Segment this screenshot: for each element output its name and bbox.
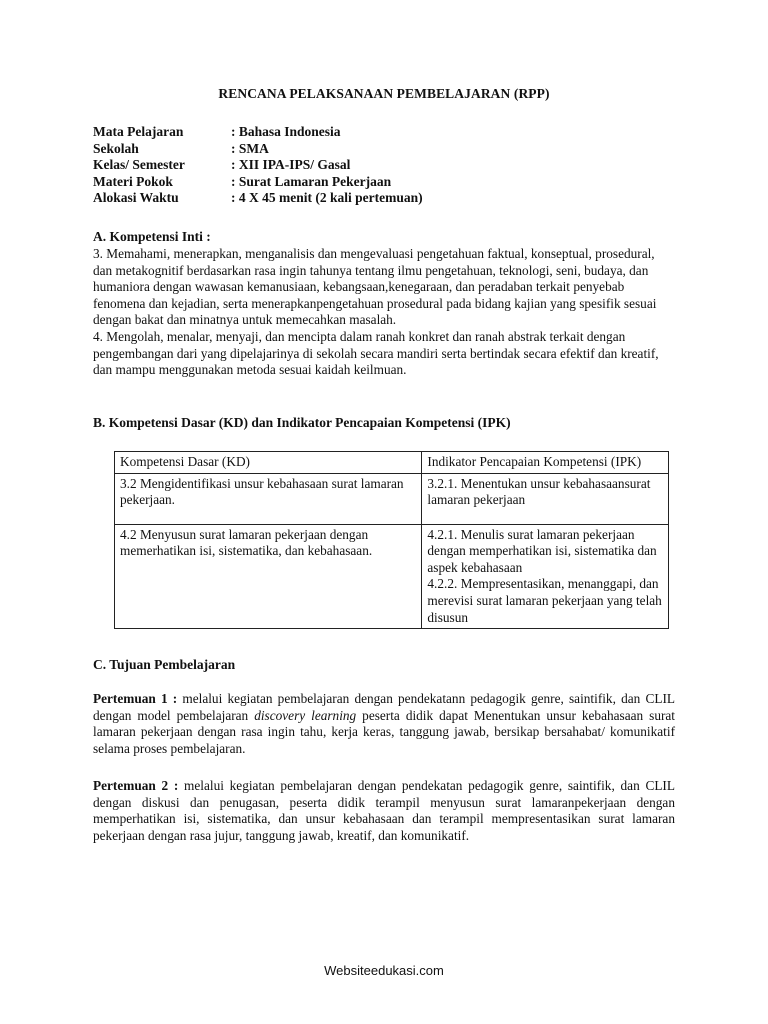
table-header-row <box>115 452 669 474</box>
kd-ipk-table <box>114 451 669 629</box>
meeting-1-model: discovery learning <box>254 707 357 723</box>
document-title: RENCANA PELAKSANAAN PEMBELAJARAN (RPP) <box>218 86 550 101</box>
meta-row-time <box>93 190 423 207</box>
meeting-1-paragraph <box>93 691 675 757</box>
table-header-ipk: Indikator Pencapaian Kompetensi (IPK) <box>422 452 669 474</box>
section-a-heading: A. Kompetensi Inti : <box>93 229 211 244</box>
ki3-paragraph: 3. Memahami, menerapkan, menganalisis dan mengevaluasi pengetahuan faktual, konseptual, prosedural, dan metakognitif berdasarkan rasa ingin tahunya tentang ilmu pengetahuan, teknologi, seni, budaya, dan humaniora dengan wawasan kemanusiaan, kebangsaan,kenegaraan, dan peradaban terkait penyebab fenomena dan kejadian, serta menerapkanpengetahuan prosedural pada bidang kajian yang spesifik sesuai dengan bakat dan minatnya untuk memecahkan masalah. <box>93 246 657 328</box>
meta-label: Alokasi Waktu <box>93 190 179 205</box>
table-cell: 4.2.1. Menulis surat lamaran pekerjaan dengan memperhatikan isi, sistematika dan aspek kebahasaan 4.2.2. Mempresentasikan, menanggapi, dan merevisi surat lamaran pekerjaan yang telah disusun <box>422 524 669 629</box>
table-header-kd: Kompetensi Dasar (KD) <box>115 452 422 474</box>
meta-value: : SMA <box>231 140 269 156</box>
meta-row-class <box>93 157 423 174</box>
meeting-2-paragraph <box>93 778 675 844</box>
meta-value: : XII IPA-IPS/ Gasal <box>231 157 351 172</box>
meta-label: Mata Pelajaran <box>93 124 184 139</box>
meta-value: : 4 X 45 menit (2 kali pertemuan) <box>231 190 423 205</box>
meta-value: : Surat Lamaran Pekerjaan <box>231 173 392 189</box>
core-competency-text <box>93 246 675 379</box>
meta-row-topic <box>93 174 423 191</box>
footer-watermark: Websiteedukasi.com <box>324 963 444 978</box>
table-cell: 4.2 Menyusun surat lamaran pekerjaan dengan memerhatikan isi, sistematika, dan kebahasaan. <box>115 524 422 629</box>
meta-row-school <box>93 141 423 158</box>
section-c-heading: C. Tujuan Pembelajaran <box>93 657 236 672</box>
meta-label: Materi Pokok <box>93 173 173 189</box>
meeting-1-text-b: peserta didik dapat Menentukan unsur kebahasaan surat lamaran pekerjaan dengan rasa ingin tahu, kerja keras, tanggung jawab, bersikap bersahabat/ komunikatif selama proses pembelajaran. <box>93 707 675 756</box>
section-b-heading: B. Kompetensi Dasar (KD) dan Indikator Pencapaian Kompetensi (IPK) <box>93 415 511 430</box>
meta-value: : Bahasa Indonesia <box>231 124 341 139</box>
ki4-paragraph: 4. Mengolah, menalar, menyaji, dan mencipta dalam ranah konkret dan ranah abstrak terkait dengan pengembangan dari yang dipelajarinya di sekolah secara mandiri serta bertindak secara efektif dan kreatif, dan mampu menggunakan metoda sesuai kaidah keilmuan. <box>93 328 659 378</box>
meeting-2-label: Pertemuan 2 : <box>93 778 179 793</box>
meeting-1-text-a: melalui kegiatan pembelajaran dengan pendekatann pedagogik genre, saintifik, dan CLIL dengan model pembelajaran <box>93 691 676 723</box>
meta-label: Kelas/ Semester <box>93 157 185 172</box>
meeting-1-label: Pertemuan 1 : <box>93 691 178 706</box>
table-row <box>115 473 669 524</box>
table-cell: 3.2.1. Menentukan unsur kebahasaansurat lamaran pekerjaan <box>422 473 669 524</box>
meta-row-subject <box>93 124 423 141</box>
table-cell: 3.2 Mengidentifikasi unsur kebahasaan surat lamaran pekerjaan. <box>115 473 422 524</box>
meta-label: Sekolah <box>93 140 139 156</box>
table-row <box>115 524 669 629</box>
meta-block <box>93 124 423 207</box>
meeting-2-text: melalui kegiatan pembelajaran dengan pendekatan pedagogik genre, saintifik, dan CLIL dengan diskusi dan penugasan, peserta didik terampil menyusun surat lamaranpekerjaan dengan memperhatikan isi, sistematika, dan unsur kebahasaan dan terampil mempresentasikan surat lamaran pekerjaan dengan rasa jujur, tanggung jawab, kreatif, dan komunikatif. <box>93 778 675 843</box>
